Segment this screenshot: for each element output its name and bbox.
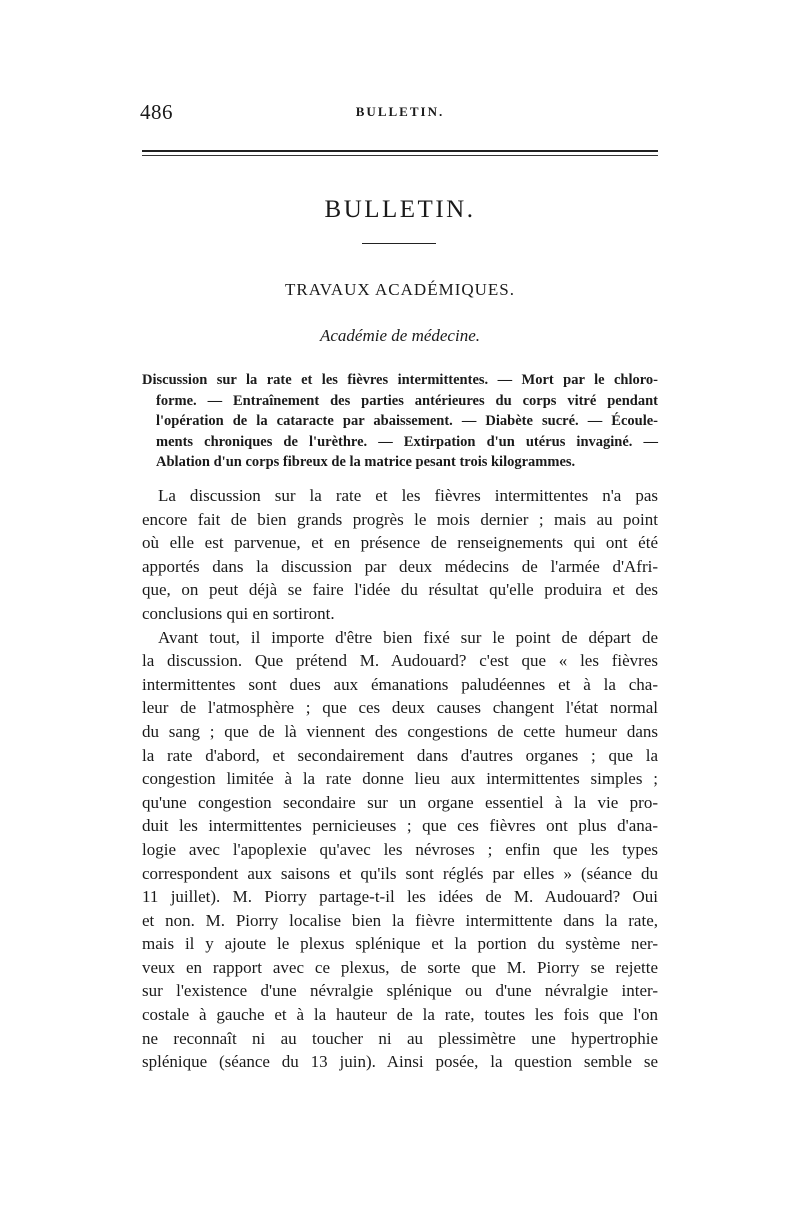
- body-line: où elle est parvenue, et en présence de renseignements qui ont été: [142, 533, 658, 553]
- body-line: veux en rapport avec ce plexus, de sorte que M. Piorry se rejette: [142, 957, 658, 977]
- body-line: encore fait de bien grands progrès le mois dernier ; mais au point: [142, 509, 658, 529]
- page-number: 486: [140, 100, 173, 124]
- summary-block: [142, 370, 658, 473]
- page-title: BULLETIN.: [324, 196, 476, 223]
- body-text: [142, 484, 658, 1074]
- body-line: duit les intermittentes pernicieuses ; que ces fièvres ont plus d'ana-: [142, 816, 658, 836]
- section-title: TRAVAUX ACADÉMIQUES.: [284, 280, 515, 299]
- running-head: [140, 100, 660, 130]
- summary-line: l'opération de la cataracte par abaissement. — Diabète sucré. — Écoule-: [156, 413, 658, 429]
- summary-line: forme. — Entraînement des parties antérieures du corps vitré pendant: [156, 392, 658, 409]
- body-line: correspondent aux saisons et qu'ils sont réglés par elles » (séance du: [142, 863, 658, 883]
- body-line: congestion limitée à la rate donne lieu aux intermittentes simples ;: [142, 769, 658, 789]
- summary-line: ments chroniques de l'urèthre. — Extirpation d'un utérus invaginé. —: [156, 433, 658, 450]
- body-line: 11 juillet). M. Piorry partage-t-il les idées de M. Audouard? Oui: [142, 887, 658, 907]
- body-line: la rate d'abord, et secondairement dans d'autres organes ; que la: [142, 745, 658, 765]
- body-line: du sang ; que de là viennent des congestions de cette humeur dans: [142, 721, 658, 741]
- body-line: apportés dans la discussion par deux médecins de l'armée d'Afri-: [142, 556, 658, 576]
- header-double-rule: [142, 150, 658, 156]
- running-title: BULLETIN.: [355, 104, 445, 119]
- body-line: logie avec l'apoplexie qu'avec les névroses ; enfin que les types: [142, 839, 658, 859]
- body-line: splénique (séance du 13 juin). Ainsi posée, la question semble se: [142, 1052, 658, 1072]
- body-line: mais il y ajoute le plexus splénique et la portion du système ner-: [142, 934, 658, 954]
- body-line: qu'une congestion secondaire sur un organe essentiel à la vie pro-: [142, 792, 658, 812]
- summary-line: Discussion sur la rate et les fièvres intermittentes. — Mort par le chloro-: [142, 372, 658, 388]
- title-divider: [362, 243, 436, 244]
- body-line: ne reconnaît ni au toucher ni au plessimètre une hypertrophie: [142, 1028, 658, 1048]
- body-line: et non. M. Piorry localise bien la fièvre intermittente dans la rate,: [142, 910, 658, 930]
- body-line: Avant tout, il importe d'être bien fixé sur le point de départ de: [158, 627, 658, 647]
- body-line: la discussion. Que prétend M. Audouard? c'est que « les fièvres: [142, 651, 658, 671]
- subsection-title: Académie de médecine.: [320, 326, 480, 345]
- body-line: leur de l'atmosphère ; que ces deux causes changent l'état normal: [142, 698, 658, 718]
- body-line: La discussion sur la rate et les fièvres intermittentes n'a pas: [158, 486, 658, 505]
- body-line: conclusions qui en sortiront.: [142, 603, 335, 623]
- summary-line: Ablation d'un corps fibreux de la matrice pesant trois kilogrammes.: [156, 454, 576, 470]
- body-line: intermittentes sont dues aux émanations paludéennes et à la cha-: [142, 674, 658, 694]
- body-line: sur l'existence d'une névralgie splénique ou d'une névralgie inter-: [142, 981, 658, 1001]
- body-line: costale à gauche et à la hauteur de la rate, toutes les fois que l'on: [142, 1005, 658, 1025]
- body-line: que, on peut déjà se faire l'idée du résultat qu'elle produira et des: [142, 580, 658, 600]
